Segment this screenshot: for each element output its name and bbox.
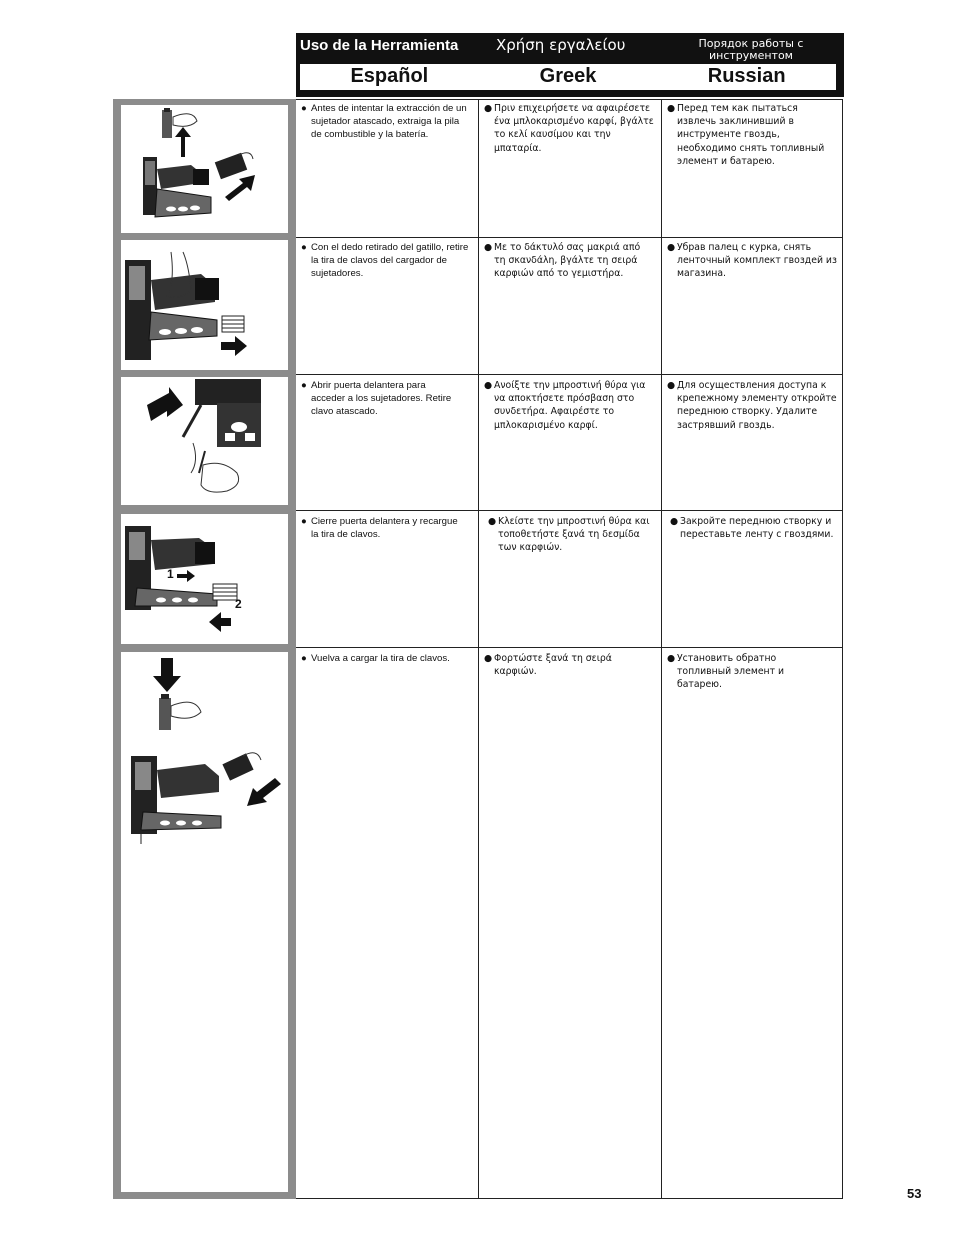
language-bar bbox=[300, 64, 836, 90]
step-2-russian: ● Убрав палец с курка, снять ленточный комплект гвоздей из магазина. bbox=[667, 242, 837, 280]
arrow-left-icon bbox=[209, 612, 231, 632]
column-divider bbox=[661, 100, 662, 1198]
step-4-greek: ● Κλείστε την μπροστινή θύρα και τοποθετήστε ξανά τη δεσμίδα των καρφιών. bbox=[488, 516, 650, 554]
lang-label-russian: Russian bbox=[707, 65, 786, 87]
step-2-spanish: ● Con el dedo retirado del gatillo, retire la tira de clavos del cargador de sujetadores. bbox=[301, 242, 469, 279]
step-2-greek: ● Με το δάκτυλό σας μακριά από τη σκανδάλη, βγάλτε τη σειρά καρφιών από το γεμιστήρα. bbox=[484, 242, 641, 280]
illustration-step-5 bbox=[121, 652, 288, 852]
step-1-greek: ● Πριν επιχειρήσετε να αφαιρέσετε ένα μπλοκαρισμένο καρφί, βγάλτε το κελί καυσίμου και την μπαταρία. bbox=[484, 103, 654, 154]
step-4-spanish: ● Cierre puerta delantera y recargue la tira de clavos. bbox=[301, 516, 458, 540]
step-5-greek: ● Φορτώστε ξανά τη σειρά καρφιών. bbox=[484, 653, 612, 678]
step-1-spanish: ● Antes de intentar la extracción de un sujetador atascado, extraiga la pila de combustible y la batería. bbox=[301, 103, 467, 140]
nailer-nose-icon bbox=[183, 379, 261, 447]
arrow-diagonal-icon bbox=[247, 778, 281, 806]
nailer-remove-fuel-cell-illustration bbox=[121, 105, 288, 233]
open-front-door-illustration bbox=[121, 377, 288, 505]
nailer-tool-icon bbox=[131, 756, 221, 844]
lang-label-greek: Greek bbox=[539, 65, 597, 87]
lang-label-spanish: Español bbox=[350, 65, 429, 87]
battery-icon bbox=[215, 153, 253, 179]
step-3-greek: ● Ανοίξτε την μπροστινή θύρα για να αποκτήσετε πρόσβαση στο συνδετήρα. Αφαιρέστε το μπλοκαρισμένο καρφί. bbox=[484, 380, 646, 431]
nailer-tool-icon bbox=[143, 157, 211, 217]
header-title-russian: Порядок работы с инструментом bbox=[698, 37, 804, 62]
instructions-table bbox=[296, 99, 843, 1199]
row-divider bbox=[296, 237, 842, 238]
illustration-step-2 bbox=[121, 240, 288, 370]
row-divider bbox=[296, 510, 842, 511]
arrow-right-icon bbox=[147, 387, 183, 421]
hand-with-pliers-icon bbox=[191, 443, 239, 492]
step-3-russian: ● Для осуществления доступа к крепежному элементу откройте переднюю створку. Удалите застрявший гвоздь. bbox=[667, 380, 837, 431]
header-title-spanish: Uso de la Herramienta bbox=[300, 37, 459, 54]
row-divider bbox=[296, 374, 842, 375]
page-header bbox=[296, 33, 844, 97]
arrow-diagonal-icon bbox=[225, 175, 255, 201]
arrow-right-icon bbox=[177, 570, 195, 582]
column-divider bbox=[478, 100, 479, 1198]
battery-icon bbox=[222, 753, 261, 781]
illustration-step-3 bbox=[121, 377, 288, 505]
step-3-spanish: ● Abrir puerta delantera para acceder a los sujetadores. Retire clavo atascado. bbox=[301, 380, 452, 417]
reinstall-fuel-cell-illustration bbox=[121, 652, 288, 852]
header-title-greek: Χρήση εργαλείου bbox=[496, 36, 626, 54]
illustration-step-1 bbox=[121, 105, 288, 233]
illustration-step-4 bbox=[121, 514, 288, 644]
nailer-remove-strip-illustration bbox=[121, 240, 288, 370]
arrow-up-icon bbox=[175, 127, 191, 157]
step-1-russian: ● Перед тем как пытаться извлечь заклинивший в инструменте гвоздь, необходимо снять топливный элемент и батарею. bbox=[667, 103, 825, 167]
arrow-right-icon bbox=[221, 336, 247, 356]
arrow-down-icon bbox=[153, 658, 181, 692]
step-label-2: 2 bbox=[235, 597, 242, 611]
close-door-reload-illustration bbox=[121, 514, 288, 644]
step-label-1: 1 bbox=[167, 567, 174, 581]
fuel-cell-icon bbox=[159, 694, 201, 730]
page-number: 53 bbox=[907, 1186, 922, 1201]
step-5-spanish: ● Vuelva a cargar la tira de clavos. bbox=[301, 653, 450, 664]
step-5-russian: ● Установить обратно топливный элемент и батарею. bbox=[667, 653, 785, 691]
row-divider bbox=[296, 647, 842, 648]
step-4-russian: ● Закройте переднюю створку и переставьте ленту с гвоздями. bbox=[670, 516, 834, 541]
